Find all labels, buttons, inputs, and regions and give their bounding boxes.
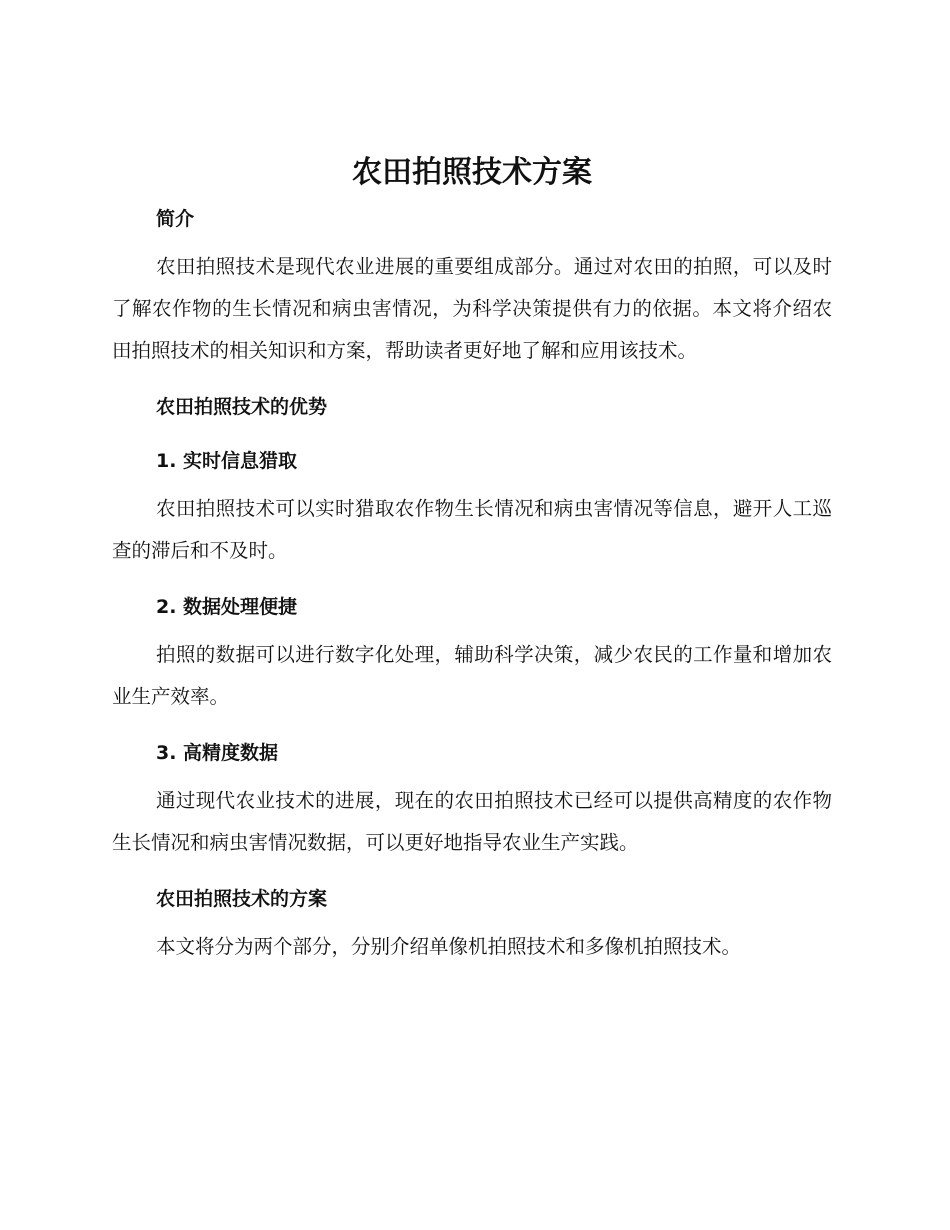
document-page bbox=[112, 150, 832, 968]
section-paragraph-realtime: 农田拍照技术可以实时猎取农作物生长情况和病虫害情况等信息，避开人工巡查的滞后和不及时。 bbox=[112, 497, 832, 562]
section-paragraph-intro: 农田拍照技术是现代农业进展的重要组成部分。通过对农田的拍照，可以及时了解农作物的生长情况和病虫害情况，为科学决策提供有力的依据。本文将介绍农田拍照技术的相关知识和方案，帮助读者更好地了解和应用该技术。 bbox=[112, 255, 832, 362]
section-paragraph-scheme: 本文将分为两个部分，分别介绍单像机拍照技术和多像机拍照技术。 bbox=[156, 935, 742, 958]
section-heading-realtime: 1. 实时信息猎取 bbox=[156, 450, 298, 472]
section-heading-scheme: 农田拍照技术的方案 bbox=[156, 888, 328, 910]
document-title: 农田拍照技术方案 bbox=[352, 155, 592, 190]
section-paragraph-precision: 通过现代农业技术的进展，现在的农田拍照技术已经可以提供高精度的农作物生长情况和病虫害情况数据，可以更好地指导农业生产实践。 bbox=[112, 789, 832, 854]
section-heading-advantages: 农田拍照技术的优势 bbox=[156, 396, 328, 418]
section-heading-processing: 2. 数据处理便捷 bbox=[156, 596, 298, 618]
section-paragraph-processing: 拍照的数据可以进行数字化处理，辅助科学决策，减少农民的工作量和增加农业生产效率。 bbox=[112, 643, 832, 708]
section-heading-intro: 简介 bbox=[156, 208, 195, 230]
section-heading-precision: 3. 高精度数据 bbox=[156, 742, 279, 764]
